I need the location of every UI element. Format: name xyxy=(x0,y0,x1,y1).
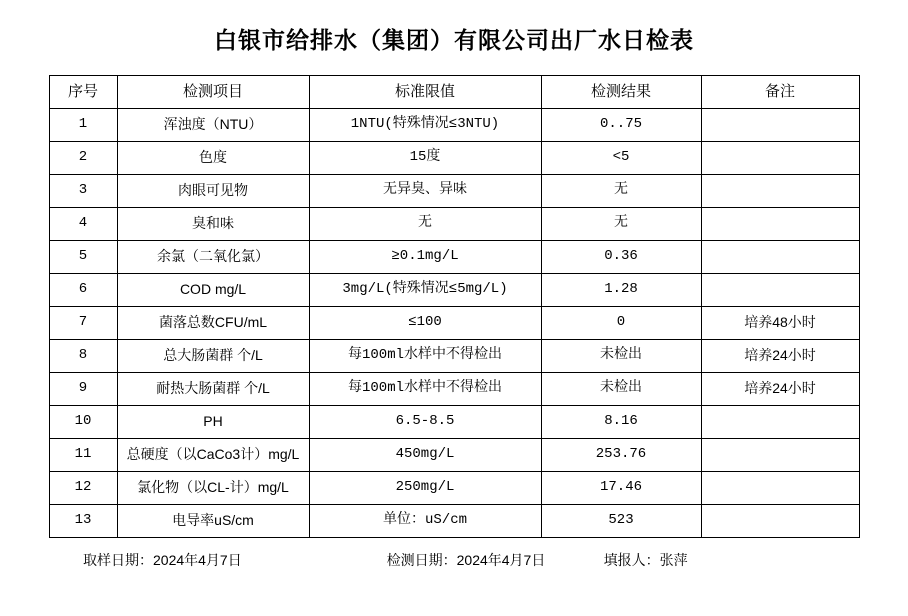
cell-standard: 无 xyxy=(309,208,541,241)
table-row xyxy=(49,208,859,241)
cell-index: 10 xyxy=(49,406,117,439)
column-header-index: 序号 xyxy=(49,76,117,109)
cell-index: 13 xyxy=(49,505,117,538)
cell-result: 523 xyxy=(541,505,701,538)
cell-item: 肉眼可见物 xyxy=(117,175,309,208)
sampling-date: 取样日期：2024年4月7日 xyxy=(83,552,242,568)
cell-item: COD mg/L xyxy=(117,274,309,307)
cell-standard: 每100ml水样中不得检出 xyxy=(309,373,541,406)
cell-index: 6 xyxy=(49,274,117,307)
cell-result: 17.46 xyxy=(541,472,701,505)
cell-index: 11 xyxy=(49,439,117,472)
cell-note xyxy=(701,208,859,241)
cell-item: 耐热大肠菌群 个/L xyxy=(117,373,309,406)
cell-item: 色度 xyxy=(117,142,309,175)
cell-note xyxy=(701,175,859,208)
cell-index: 5 xyxy=(49,241,117,274)
cell-standard: 6.5-8.5 xyxy=(309,406,541,439)
cell-item: 臭和味 xyxy=(117,208,309,241)
cell-standard: 250mg/L xyxy=(309,472,541,505)
table-row xyxy=(49,472,859,505)
table-row xyxy=(49,505,859,538)
cell-result: <5 xyxy=(541,142,701,175)
cell-result: 253.76 xyxy=(541,439,701,472)
cell-result: 未检出 xyxy=(541,373,701,406)
table-row xyxy=(49,340,859,373)
cell-note xyxy=(701,406,859,439)
table-row xyxy=(49,241,859,274)
cell-note: 培养24小时 xyxy=(701,340,859,373)
cell-result: 8.16 xyxy=(541,406,701,439)
cell-note xyxy=(701,439,859,472)
cell-index: 4 xyxy=(49,208,117,241)
table-row xyxy=(49,406,859,439)
cell-result: 无 xyxy=(541,208,701,241)
cell-item: 余氯（二氧化氯） xyxy=(117,241,309,274)
cell-result: 未检出 xyxy=(541,340,701,373)
table-header-row xyxy=(49,76,859,109)
column-header-result: 检测结果 xyxy=(541,76,701,109)
table-body xyxy=(49,109,859,538)
cell-note xyxy=(701,109,859,142)
cell-index: 3 xyxy=(49,175,117,208)
table-row xyxy=(49,307,859,340)
cell-standard: 无异臭、异味 xyxy=(309,175,541,208)
cell-standard: ≥0.1mg/L xyxy=(309,241,541,274)
cell-standard: ≤100 xyxy=(309,307,541,340)
table-row xyxy=(49,142,859,175)
cell-note: 培养48小时 xyxy=(701,307,859,340)
page-title: 白银市给排水（集团）有限公司出厂水日检表 xyxy=(214,28,694,53)
cell-index: 2 xyxy=(49,142,117,175)
testing-date: 检测日期：2024年4月7日 xyxy=(386,552,546,568)
cell-index: 12 xyxy=(49,472,117,505)
cell-result: 0 xyxy=(541,307,701,340)
cell-index: 1 xyxy=(49,109,117,142)
reporter-name: 填报人：张萍 xyxy=(603,552,688,568)
column-header-item: 检测项目 xyxy=(117,76,309,109)
cell-standard: 450mg/L xyxy=(309,439,541,472)
cell-item: 浑浊度（NTU） xyxy=(117,109,309,142)
cell-item: PH xyxy=(117,406,309,439)
cell-standard: 每100ml水样中不得检出 xyxy=(309,340,541,373)
cell-index: 7 xyxy=(49,307,117,340)
table-row xyxy=(49,175,859,208)
cell-item: 氯化物（以CL-计）mg/L xyxy=(117,472,309,505)
cell-standard: 15度 xyxy=(309,142,541,175)
cell-standard: 3mg/L(特殊情况≤5mg/L) xyxy=(309,274,541,307)
cell-standard: 1NTU(特殊情况≤3NTU) xyxy=(309,109,541,142)
cell-note xyxy=(701,472,859,505)
document-page xyxy=(0,22,908,616)
cell-note xyxy=(701,241,859,274)
cell-item: 菌落总数CFU/mL xyxy=(117,307,309,340)
cell-index: 8 xyxy=(49,340,117,373)
cell-result: 1.28 xyxy=(541,274,701,307)
cell-item: 总硬度（以CaCo3计）mg/L xyxy=(117,439,309,472)
cell-note xyxy=(701,142,859,175)
cell-result: 0..75 xyxy=(541,109,701,142)
table-row xyxy=(49,274,859,307)
water-quality-table xyxy=(49,75,860,538)
cell-note xyxy=(701,505,859,538)
cell-item: 总大肠菌群 个/L xyxy=(117,340,309,373)
table-row xyxy=(49,439,859,472)
cell-result: 0.36 xyxy=(541,241,701,274)
document-footer xyxy=(49,550,859,570)
cell-item: 电导率uS/cm xyxy=(117,505,309,538)
cell-result: 无 xyxy=(541,175,701,208)
cell-note xyxy=(701,274,859,307)
cell-index: 9 xyxy=(49,373,117,406)
table-row xyxy=(49,373,859,406)
cell-note: 培养24小时 xyxy=(701,373,859,406)
table-row xyxy=(49,109,859,142)
column-header-standard: 标准限值 xyxy=(309,76,541,109)
cell-standard: 单位：uS/cm xyxy=(309,505,541,538)
column-header-note: 备注 xyxy=(701,76,859,109)
